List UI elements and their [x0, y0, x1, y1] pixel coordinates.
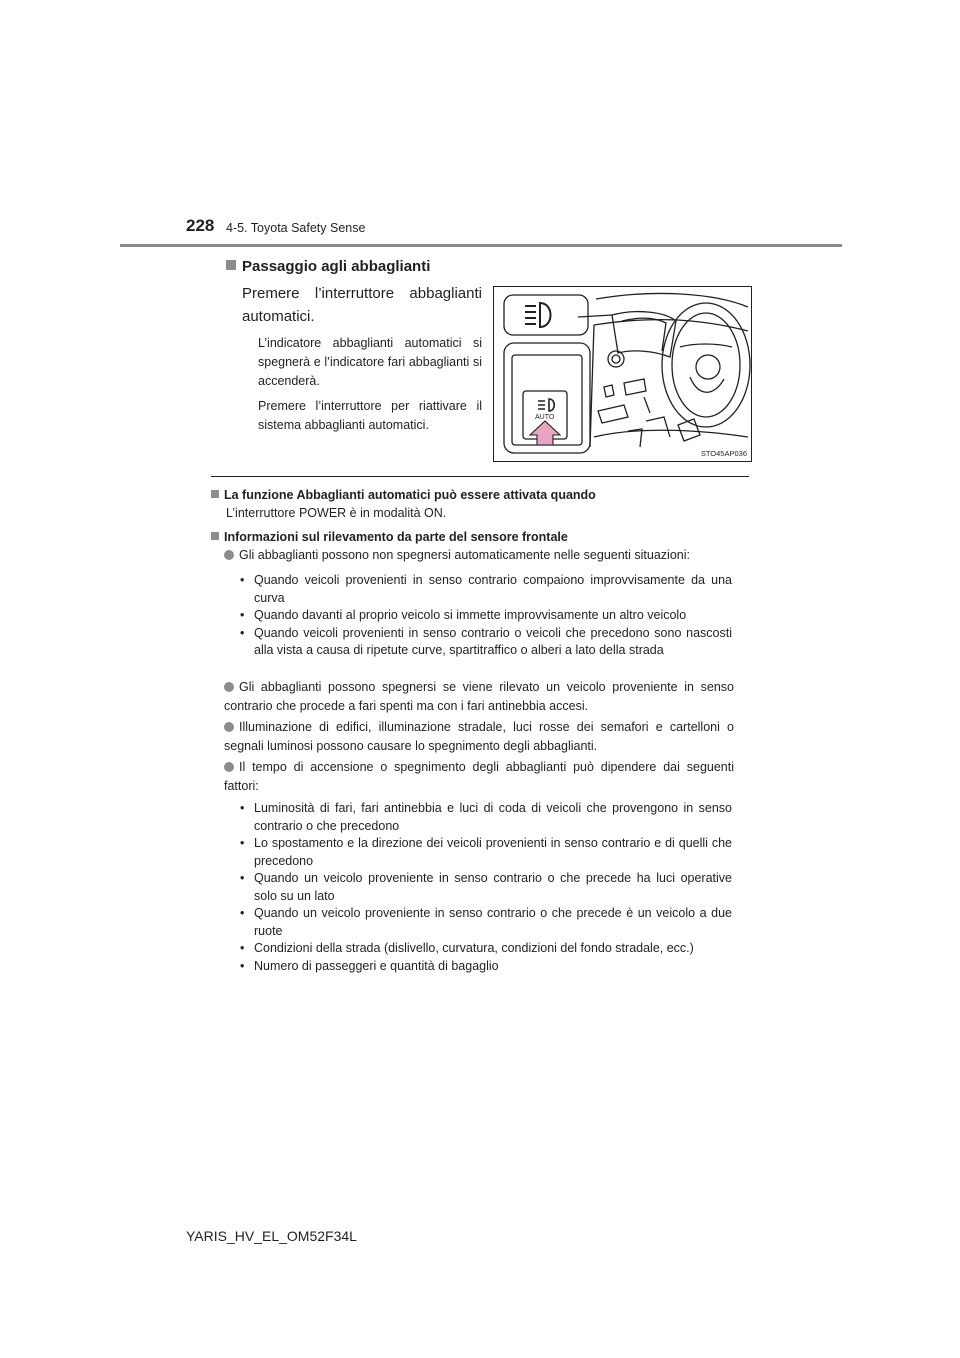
page-number: 228: [186, 216, 215, 235]
info-para-4-text: Il tempo di accensione o spegnimento degli abbaglianti può dipendere dai seguenti fattori:: [224, 760, 734, 793]
info-para-3: [224, 718, 734, 755]
info-para-2-text: Gli abbaglianti possono spegnersi se viene rilevato un veicolo proveniente in senso contrario che procede a fari spenti ma con i fari antinebbia accesi.: [224, 680, 734, 713]
info-para-1: [224, 546, 734, 565]
press-arrow-icon: [530, 421, 560, 445]
procedure-heading-text: Passaggio agli abbaglianti: [242, 258, 431, 275]
situations-list: [240, 572, 732, 660]
square-bullet-icon: [211, 532, 219, 540]
info-para-3-text: Illuminazione di edifici, illuminazione stradale, luci rosse dei semafori e cartelloni o segnali luminosi possono causare lo spegnimento degli abbaglianti.: [224, 720, 734, 753]
figure-code: STO45AP036: [700, 449, 747, 458]
square-bullet-icon: [211, 490, 219, 498]
circle-bullet-icon: [224, 550, 234, 560]
procedure-note-2: Premere l’interruttore per riattivare il sistema abbaglianti automatici.: [258, 399, 482, 432]
list-item: • Condizioni della strada (dislivello, curvatura, condizioni del fondo stradale, ecc.): [240, 940, 732, 958]
section-title: 4-5. Toyota Safety Sense: [226, 221, 366, 235]
list-item: • Quando un veicolo proveniente in senso contrario o che precede è un veicolo a due ruote: [240, 905, 732, 940]
info-heading-2-text: Informazioni sul rilevamento da parte del sensore frontale: [224, 530, 568, 544]
dashboard-illustration: [493, 286, 752, 462]
dashboard-drawing: [494, 287, 751, 461]
list-item: • Quando veicoli provenienti in senso contrario o veicoli che precedono sono nascosti alla vista a causa di ripetute curve, spartitraffico o alberi a lato della strada: [240, 625, 732, 660]
square-bullet-icon: [226, 260, 236, 270]
list-item: • Numero di passeggeri e quantità di bagaglio: [240, 958, 732, 976]
info-heading-1-text: La funzione Abbaglianti automatici può essere attivata quando: [224, 488, 596, 502]
factors-list: [240, 800, 732, 975]
auto-label: AUTO: [535, 414, 555, 421]
list-item: • Quando davanti al proprio veicolo si immette improvvisamente un altro veicolo: [240, 607, 732, 625]
list-item: • Quando veicoli provenienti in senso contrario compaiono improvvisamente da una curva: [240, 572, 732, 607]
circle-bullet-icon: [224, 762, 234, 772]
indicator-callout: [504, 295, 588, 335]
circle-bullet-icon: [224, 682, 234, 692]
info-heading-1: [211, 486, 596, 504]
info-text-1: L’interruttore POWER è in modalità ON.: [226, 506, 447, 520]
info-para-2: [224, 678, 734, 715]
document-code: YARIS_HV_EL_OM52F34L: [186, 1228, 357, 1244]
info-para-1-text: Gli abbaglianti possono non spegnersi automaticamente nelle seguenti situazioni:: [239, 548, 690, 562]
list-item: • Lo spostamento e la direzione dei veicoli provenienti in senso contrario e di quelli che precedono: [240, 835, 732, 870]
procedure-note-1: L’indicatore abbaglianti automatici si spegnerà e l’indicatore fari abbaglianti si accenderà.: [258, 336, 482, 388]
header-rule: [120, 244, 842, 247]
info-para-4: [224, 758, 734, 795]
separator-rule: [211, 476, 749, 477]
list-item: • Luminosità di fari, fari antinebbia e luci di coda di veicoli che provengono in senso contrario o che precedono: [240, 800, 732, 835]
circle-bullet-icon: [224, 722, 234, 732]
procedure-instruction: Premere l’interruttore abbaglianti automatici.: [242, 285, 482, 325]
procedure-heading: [226, 258, 430, 275]
list-item: • Quando un veicolo proveniente in senso contrario o che precede ha luci operative solo su un lato: [240, 870, 732, 905]
info-heading-2: [211, 528, 568, 546]
